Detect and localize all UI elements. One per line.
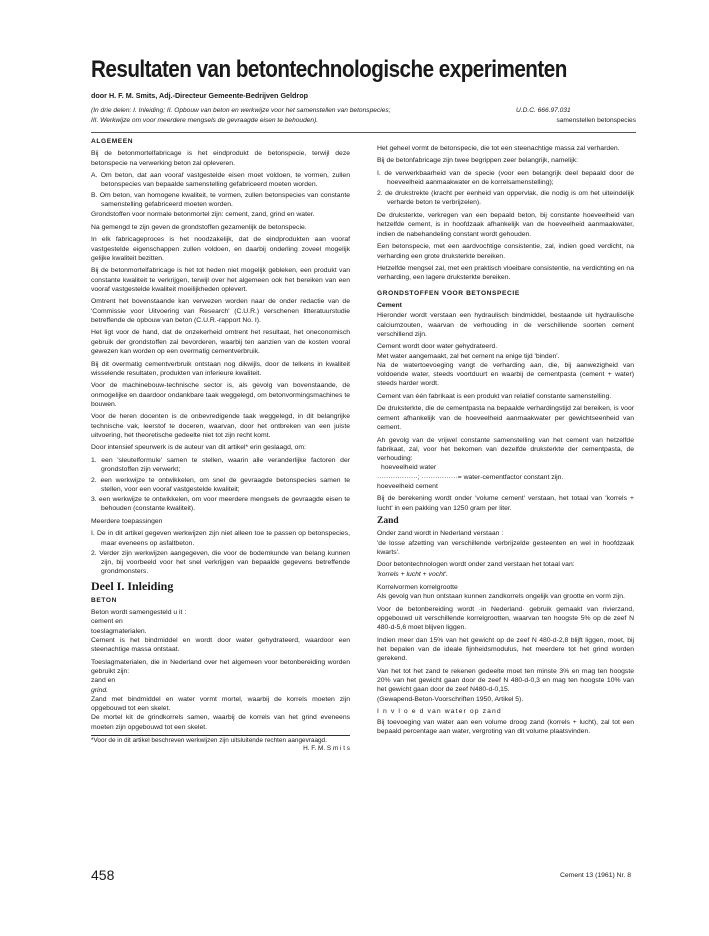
paragraph: Indien meer dan 15% van het gewicht op de zeef N 480-d-2,8 blijft liggen, moet, bij het bepalen van de ideale fijnheidsmodulus, het meerdere tot het grind worden gerekend. — [377, 636, 634, 663]
text-line: Toeslagmaterialen, die in Nederland over het algemeen voor betonbereiding worden gebruikt zijn: — [91, 658, 350, 675]
section-heading-algemeen: ALGEMEEN — [91, 138, 134, 145]
left-column — [91, 137, 350, 753]
header-divider — [91, 132, 636, 133]
text-line: (Gewapend-Beton-Voorschriften 1950, Artikel 5). — [377, 695, 524, 703]
text-line: toeslagmaterialen. — [91, 627, 147, 635]
paragraph: In elk fabricageproces is het noodzakelijk, dat de eindprodukten aan vooraf vastgestelde eigenschappen zullen voldoen, en daarbij onderling zoveel mogelijk gelijke kwaliteit bezitten. — [91, 236, 350, 262]
paragraph: De druksterkte, verkregen van een bepaald beton, bij constante hoeveelheid van hetzelfde cement, is in hoofdzaak afhankelijk van de hoeveelheid aanmaakwater, indien de nabehandeling constant wordt gehouden. — [377, 212, 634, 238]
paragraph: Cement is het bindmiddel en wordt door water gehydrateerd, waardoor een steenachtige massa ontstaat. — [91, 636, 350, 654]
list-item: 3. een werkwijze te ontwikkelen, om voor meerdere mengsels de gevraagde eisen te behouden (constante kwaliteit). — [91, 496, 350, 513]
subheading-zand: Zand — [377, 516, 399, 527]
paragraph: Bij toevoeging van water aan een volume droog zand (korrels + lucht), zal tot een bepaald percentage aan water, vergroting van dit volume plaatsvinden. — [377, 718, 634, 735]
series-note — [91, 106, 636, 126]
paragraph: Na gemengd te zijn geven de grondstoffen gezamenlijk de betonspecie. — [91, 223, 307, 231]
paragraph: Na de watertoevoeging vangt de verharding aan, die, bij aanwezigheid van voldoende water, steeds voortduurt en waarbij de cementpasta (cement + water) steeds harder wordt. — [377, 361, 634, 388]
list-item: 2. Verder zijn werkwijzen aangegeven, die voor de bodemkunde van belang kunnen zijn, bij voorbeeld voor het snel verkrijgen van bepaalde gegevens betreffende grondmonsters. — [91, 549, 350, 576]
text-line: Door betontechnologen wordt onder zand verstaan het totaal van: — [377, 561, 575, 569]
paragraph: Als gevolg van hun ontstaan kunnen zandkorrels ongelijk van grootte en vorm zijn. — [377, 593, 625, 601]
text-line: 'korrels + lucht + vocht'. — [377, 570, 448, 578]
udc-subject: samenstellen betonspecies — [556, 117, 636, 124]
list-item: A. Om beton, dat aan vooraf vastgestelde eisen moet voldoen, te vormen, zullen betonspecies van bepaalde samenstelling gefabriceerd moeten worden. — [91, 172, 350, 189]
list-item: I. de verwerkbaarheid van de specie (voor een belangrijk deel bepaald door de hoeveelheid aanmaakwater en de korrelsamenstelling); — [377, 169, 634, 187]
text-line: zand en — [91, 677, 116, 685]
paragraph: Van het tot het zand te rekenen gedeelte moet ten minste 3% en mag ten hoogste 20% van het gewicht gaan door de zeef N 480-d-0,3 en mag ten hoogste 10% van het gewicht gaan door de zeef N480-d-0,15. — [377, 667, 634, 694]
paragraph: Cement van één fabrikaat is een produkt van relatief constante samenstelling. — [377, 392, 612, 400]
footnote-text: *Voor de in dit artikel beschreven werkwijzen zijn uitsluitende rechten aangevraagd. — [91, 737, 327, 745]
text-line: Cement wordt door water gehydrateerd. — [377, 343, 498, 351]
list-item: 2. een werkwijze te ontwikkelen, om snel de gevraagde betonspecies samen te stellen, voor een vooraf vastgestelde kwaliteit; — [91, 476, 350, 493]
paragraph: Hieronder wordt verstaan een hydraulisch bindmiddel, bestaande uit hydraulische calciumzouten, waarvan de verhouding in de verschillende soorten cement verschillend zijn. — [377, 312, 634, 338]
paragraph: Bij de betonmortelfabricage is het eindprodukt de betonspecie, terwijl deze betonspecie na verwerking beton zal opleveren. — [91, 150, 350, 167]
paragraph: 'de losse afzetting van verschillende verbrijzelde gesteenten en wel in hoofdzaak kwarts'. — [377, 539, 634, 556]
text-line: Met water aangemaakt, zal het cement na enige tijd 'binden'. — [377, 352, 560, 360]
series-note-line-2: III. Werkwijze om voor meerdere mengsels de gevraagde eisen te behouden). — [91, 117, 319, 124]
text-line: grind. — [91, 686, 109, 694]
article-title: Resultaten van betontechnologische experimenten — [91, 56, 567, 83]
text-line: Onder zand wordt in Nederland verstaan : — [377, 530, 504, 538]
section-heading-grondstoffen: GRONDSTOFFEN VOOR BETONSPECIE — [377, 289, 520, 297]
formula-denominator: hoeveelheid cement — [377, 483, 438, 490]
text-line: cement en — [91, 618, 123, 626]
list-item: 1. een 'sleutelformule' samen te stellen, waarin alle veranderlijke factoren der grondstoffen zijn verwerkt; — [91, 456, 350, 474]
paragraph: Bij de betonmortelfabricage is het tot heden niet mogelijk gebleken, een produkt van constante kwaliteit te verkrijgen, terwijl over het algemeen ook het bereiken van een vooraf vastgestelde kwaliteit moeilijkheden oplevert. — [91, 267, 350, 293]
subheading-korrelvormen: Korrelvormen korrelgrootte — [377, 583, 458, 591]
subheading-cement: Cement — [377, 301, 402, 309]
paragraph: Voor de betonbereiding wordt ·in Nederland· gebruik gemaakt van rivierzand, opgebouwd uit verschillende korrelgrootten, waarvan ten hoogste 5% op de zeef N 480-d-5,6 moet blijven liggen. — [377, 605, 634, 632]
right-column — [377, 144, 634, 739]
text-line: Beton wordt samengesteld u it : — [91, 609, 187, 617]
paragraph: Ah gevolg van de vrijwel constante samenstelling van het cement van hetzelfde fabrikaat, zal, voor het bekomen van dezelfde druksterkte der cementpasta, de verhouding: — [377, 436, 634, 463]
subheading-invloed-van-water: I n v l o e d van water op zand — [377, 708, 502, 716]
author-byline: door H. F. M. Smits, Adj.-Directeur Gemeente-Bedrijven Geldrop — [91, 91, 308, 100]
formula-numerator: hoeveelheid water — [381, 464, 437, 472]
formula-line: ··················; ················= water-cementfactor constant zijn. — [377, 473, 564, 481]
section-heading-beton: BETON — [91, 596, 117, 604]
list-item: I. De in dit artikel gegeven werkwijzen zijn niet alleen toe te passen op betonspecies, maar eveneens op asfaltbeton. — [91, 530, 350, 547]
paragraph: Voor de machinebouw-technische sector is, als gevolg van bovenstaande, de onmogelijke en daardoor ondankbare taak weggelegd, om betonvormingsmachines te bouwen. — [91, 382, 350, 408]
paragraph: Bij de betonfabricage zijn twee begrippen zeer belangrijk, namelijk: — [377, 157, 579, 165]
journal-reference: Cement 13 (1961) Nr. 8 — [559, 872, 631, 879]
text-line: Zand met bindmiddel en water vormt mortel, waarbij de korrels moeten zijn opgebouwd tot een skelet. — [91, 695, 350, 713]
subheading-meerdere-toepassingen: Meerdere toepassingen — [91, 517, 163, 525]
paragraph: Bij de berekening wordt onder 'volume cement' verstaan, het totaal van 'korrels + lucht' in een pakking van 1250 gram per liter. — [377, 495, 634, 512]
series-note-line-1: (In drie delen: I. Inleiding; II. Opbouw van beton en werkwijze voor het samenstellen van betonspecies; — [91, 107, 391, 114]
paragraph: De druksterkte, die de cementpasta na bepaalde verhardingstijd zal bereiken, is voor cement afhankelijk van de hoeveelheid aanmaakwater per gewichtseenheid van cement. — [377, 405, 634, 432]
paragraph: Een betonspecie, met een aardvochtige consistentie, zal, indien goed verdicht, na verharding een grote druksterkte bereiken. — [377, 243, 634, 260]
paragraph: Omtrent het bovenstaande kan verwezen worden naar de onder redactie van de 'Commissie voor Uitvoering van Research' (C.U.R.) verschenen litteratuurstudie betreffende de opbouw van beton (C.U.R.-rapport No. I). — [91, 298, 350, 324]
paragraph: Het ligt voor de hand, dat de onzekerheid omtrent het resultaat, het oneconomisch gebruik der grondstoffen zal bevorderen, waarbij ten aanzien van de kosten vooral gewezen kan worden op een overmatig cementverbruik. — [91, 329, 350, 356]
paragraph: Grondstoffen voor normale betonmortel zijn: cement, zand, grind en water. — [91, 211, 315, 219]
list-item: 2. de drukstrekte (kracht per eenheid van oppervlak, die nodig is om het uiteindelijk verharde beton te verbrijzelen). — [377, 189, 634, 206]
page-number: 458 — [91, 867, 115, 883]
footnote — [91, 735, 350, 753]
paragraph: Bij dit overmatig cementverbruik ontstaan nog dikwijls, door de telkens in kwaliteit wisselende resultaten, produkten van inferieure kwaliteit. — [91, 360, 350, 377]
paragraph: Het geheel vormt de betonspecie, die tot een steenachtige massa zal verharden. — [377, 145, 620, 152]
paragraph: Hetzelfde mengsel zal, met een praktisch vloeibare consistentie, na verdichting en na verharding, een lagere druksterkte bereiken. — [377, 265, 634, 282]
paragraph: Door intensief speurwerk is de auteur van dit artikel* erin geslaagd, om: — [91, 444, 306, 452]
part-heading-inleiding: Deel I. Inleiding — [91, 578, 174, 593]
text-line: De mortel kit de grindkorrels samen, waarbij de korrels van het grind eveneens moeten zijn opgebouwd tot een skelet. — [91, 714, 350, 731]
paragraph: Voor de heren docenten is de onbevredigende taak weggelegd, in dit belangrijke technische vak, leerstof te doceren, waarvan, door het ontbreken van een juiste uitvoering, het theoretische gedeelte niet tot zijn recht komt. — [91, 413, 350, 439]
list-item: B. Om beton, van homogene kwaliteit, te vormen, zullen betonspecies van constante samenstelling gefabriceerd moeten worden. — [91, 191, 350, 208]
udc-code: U.D.C. 666.97.031 — [516, 107, 571, 114]
footnote-signature: H. F. M. S m i t s — [303, 745, 350, 753]
